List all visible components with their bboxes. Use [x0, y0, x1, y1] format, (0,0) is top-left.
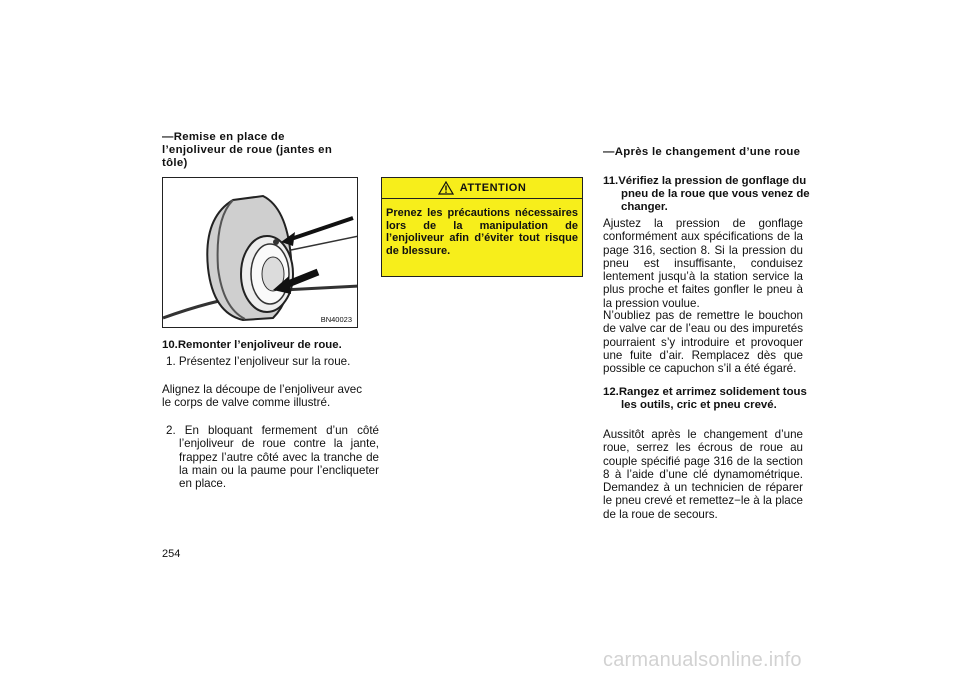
attention-title: ATTENTION	[459, 182, 527, 194]
section-heading-after-change: —Après le changement d’une roue	[603, 146, 801, 158]
attention-box	[381, 177, 583, 277]
attention-header	[382, 178, 582, 199]
wheel-illustration	[162, 177, 358, 328]
page-number: 254	[162, 548, 181, 560]
step-10-1: 1. Présentez l’enjoliveur sur la roue.	[166, 355, 351, 368]
attention-text: Prenez les précautions nécessaires lors de la manipulation de l’enjoliveur afin d’éviter tout risque de blessure.	[386, 207, 578, 257]
alignment-paragraph: Alignez la découpe de l’enjoliveur avec le corps de valve comme illustré.	[162, 383, 362, 410]
step-10-title: 10.Remonter l’enjoliveur de roue.	[162, 339, 342, 351]
step-11-title: 11.Vérifiez la pression de gonflage du pneu de la roue que vous venez de changer.	[603, 175, 810, 213]
valve-paragraph: N’oubliez pas de remettre le bouchon de valve car de l’eau ou des impuretés pourraient s’y introduire et provoquer une fuite d’air. Remplacez dès que possible ce capuchon s’il a été égaré.	[603, 309, 803, 376]
pressure-paragraph: Ajustez la pression de gonflage conformément aux spécifications de la page 316, section 8. Si la pression du pneu est insuffisante, conduisez lentement jusqu’à la station service la plus proche et faites gonfler le pneu à la pression voulue.	[603, 217, 803, 310]
section-heading-hubcap: —Remise en place de l’enjoliveur de roue (jantes en tôle)	[162, 131, 333, 169]
step-12-title: 12.Rangez et arrimez solidement tous les outils, cric et pneu crevé.	[603, 386, 807, 411]
wheel-drawing	[163, 178, 358, 328]
watermark: carmanualsonline.info	[603, 649, 802, 671]
figure-code: BN40023	[320, 315, 352, 324]
torque-paragraph: Aussitôt après le changement d’une roue, serrez les écrous de roue au couple spécifié page 316 de la section 8 à l’aide d’une clé dynamométrique. Demandez à un technicien de réparer le pneu crevé et remettez−le à la place de la roue de secours.	[603, 428, 803, 521]
warning-triangle-icon	[438, 181, 454, 195]
step-10-2: 2. En bloquant fermement d’un côté l’enjoliveur de roue contre la jante, frappez l’autre côté avec la tranche de la main ou la paume pour l’encliqueter en place.	[166, 424, 379, 491]
